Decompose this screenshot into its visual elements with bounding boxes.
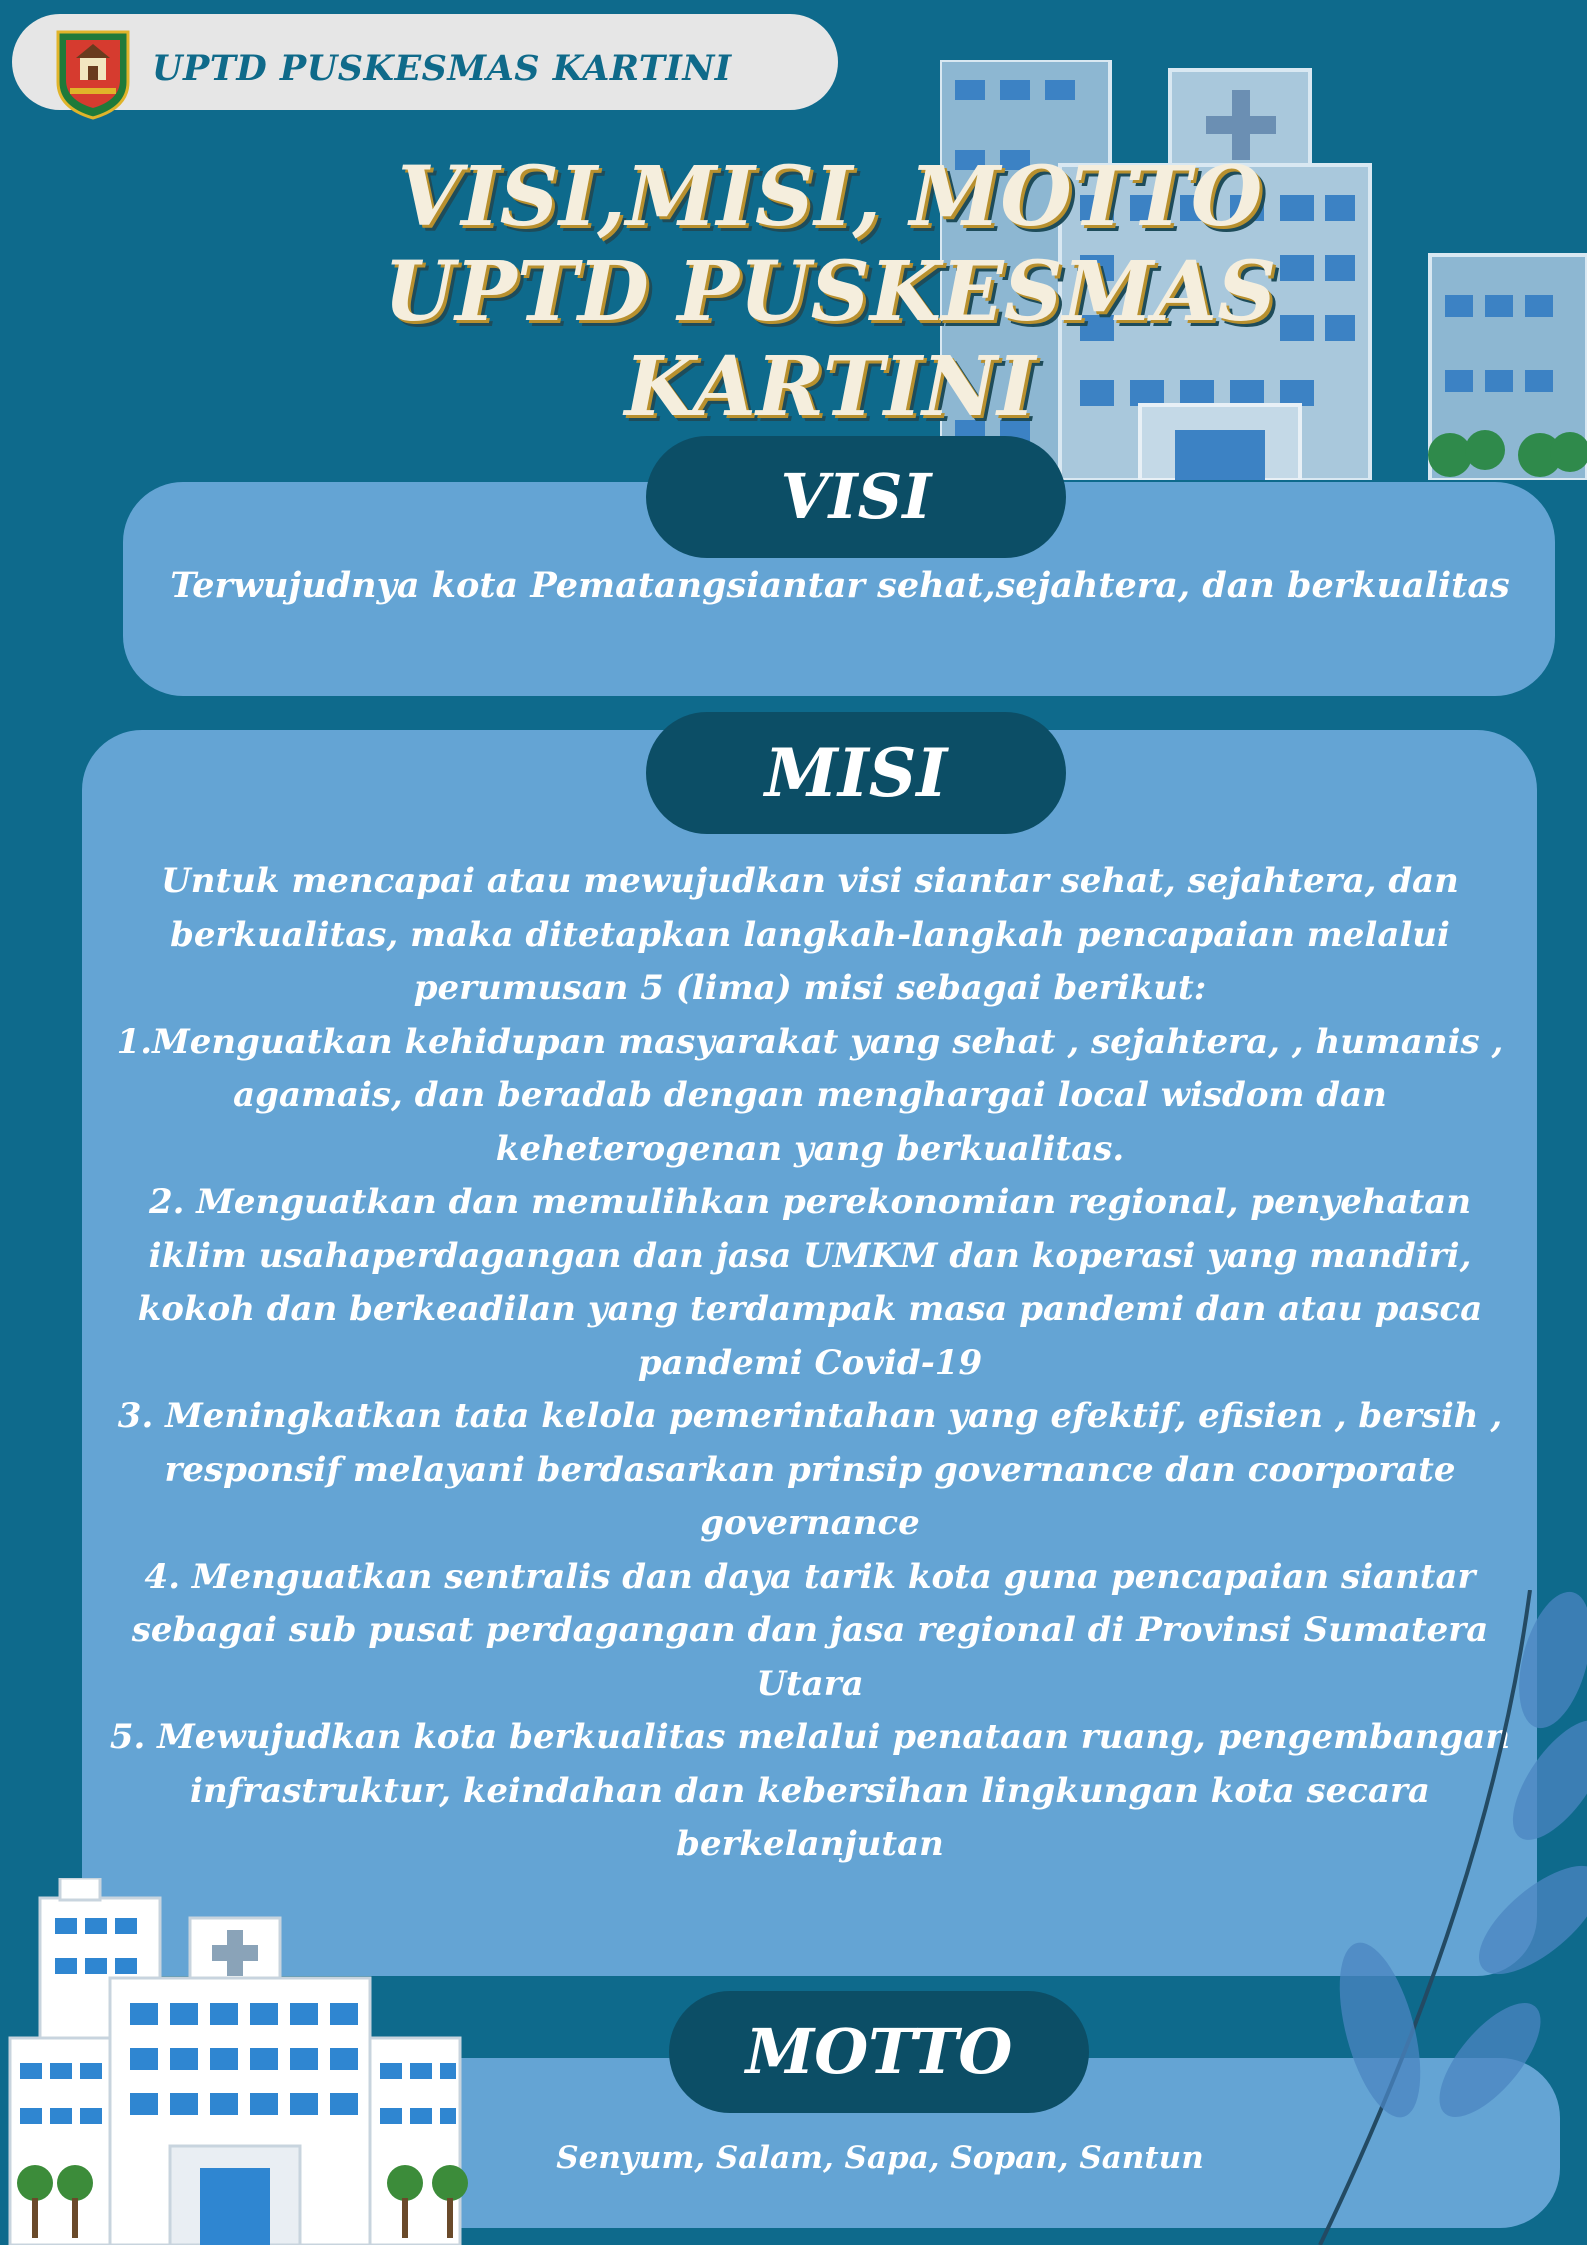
visi-label: VISI <box>646 436 1066 558</box>
leaf-decoration-icon <box>1290 1590 1587 2245</box>
misi-intro: Untuk mencapai atau mewujudkan visi siantar sehat, sejahtera, dan berkualitas, maka ditetapkan langkah-langkah pencapaian melalui perumusan 5 (lima) misi sebagai berikut: <box>161 861 1459 1008</box>
hospital-building-bottom-icon <box>0 1878 480 2245</box>
visi-text: Terwujudnya kota Pematangsiantar sehat,sejahtera, dan berkualitas <box>170 565 1510 606</box>
org-name: UPTD PUSKESMAS KARTINI <box>152 48 732 89</box>
misi-item: 3. Meningkatkan tata kelola pemerintahan yang efektif, efisien , bersih , responsif melayani berdasarkan prinsip governance dan coorporate governance <box>117 1396 1503 1543</box>
misi-item: 2. Menguatkan dan memulihkan perekonomian regional, penyehatan iklim usahaperdagangan dan jasa UMKM dan koperasi yang mandiri, kokoh dan berkeadilan yang terdampak masa pandemi dan atau pasca pandemi Covid-19 <box>137 1182 1483 1383</box>
title-line-1: VISI,MISI, MOTTO <box>397 149 1263 245</box>
misi-item: 5. Mewujudkan kota berkualitas melalui penataan ruang, pengembangan infrastruktur, keindahan dan kebersihan lingkungan kota secara berkelanjutan <box>109 1717 1511 1864</box>
page-title <box>330 150 1330 435</box>
misi-label: MISI <box>646 712 1066 834</box>
misi-item: 4. Menguatkan sentralis dan daya tarik kota guna pencapaian siantar sebagai sub pusat perdagangan dan jasa regional di Provinsi Sumatera Utara <box>131 1556 1489 1704</box>
motto-label: MOTTO <box>669 1991 1089 2113</box>
title-line-3: KARTINI <box>624 339 1036 435</box>
header-bar <box>12 14 838 110</box>
motto-text: Senyum, Salam, Sapa, Sopan, Santun <box>556 2140 1204 2176</box>
city-emblem-icon <box>52 24 134 120</box>
title-line-2: UPTD PUSKESMAS <box>383 244 1277 340</box>
misi-item: 1.Menguatkan kehidupan masyarakat yang sehat , sejahtera, , humanis , agamais, dan beradab dengan menghargai local wisdom dan keheterogenan yang berkualitas. <box>116 1021 1504 1169</box>
